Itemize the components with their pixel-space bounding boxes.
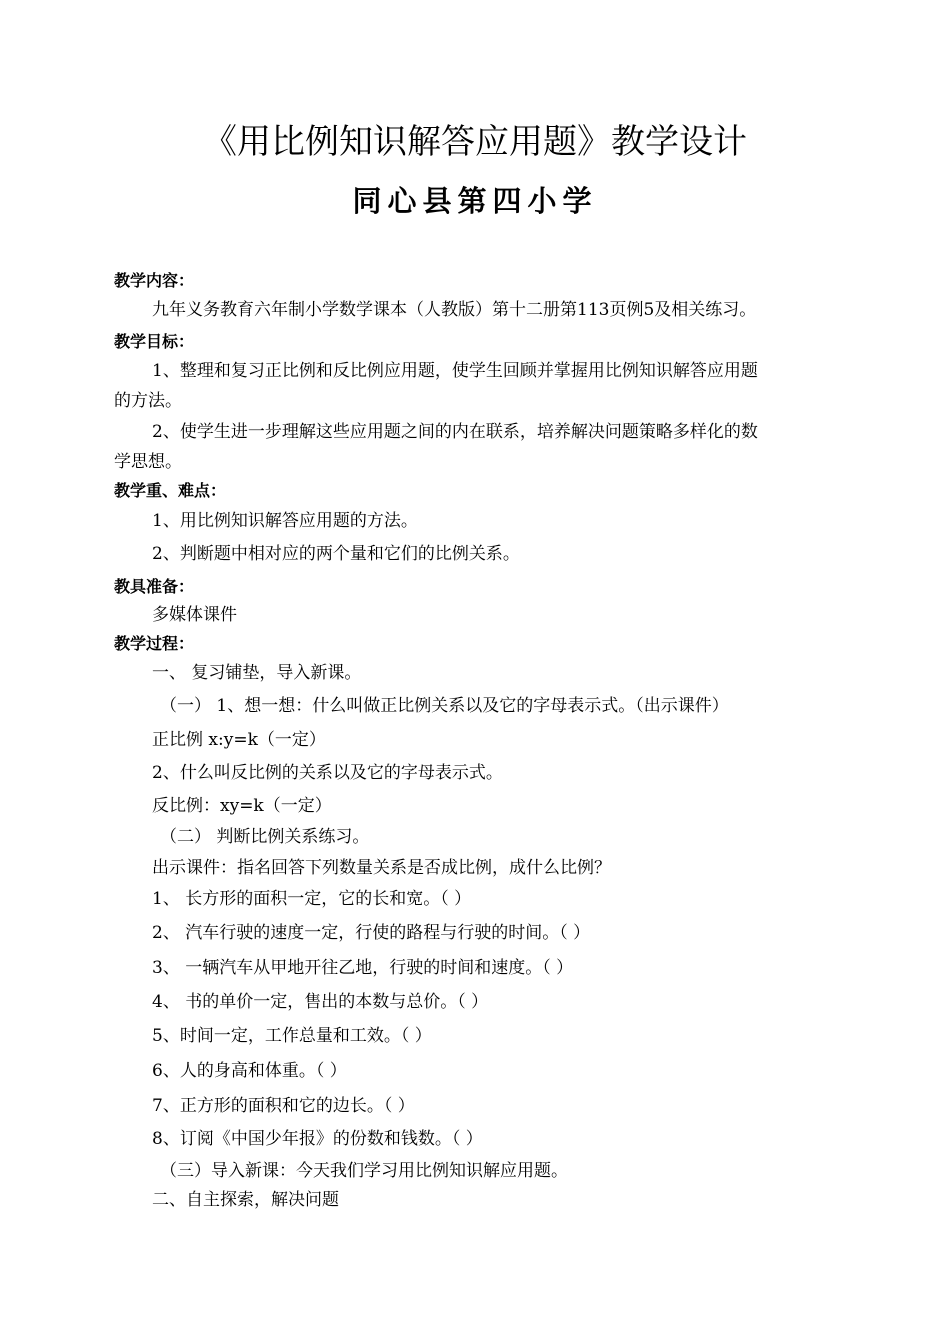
process-heading: 教学过程： — [114, 634, 195, 653]
keypoints-heading: 教学重、难点： — [114, 481, 227, 500]
exercise-item: 3、 一辆汽车从甲地开往乙地，行驶的时间和速度。（ ） — [152, 958, 574, 978]
exercise-item: 1、 长方形的面积一定，它的长和宽。（ ） — [152, 889, 472, 909]
school-name: 同心县第四小学 — [352, 184, 598, 218]
review-subsection-3: （三）导入新课：今天我们学习用比例知识解应用题。 — [160, 1161, 568, 1181]
exercise-item: 4、 书的单价一定，售出的本数与总价。（ ） — [152, 992, 489, 1012]
question-2: 2、什么叫反比例的关系以及它的字母表示式。 — [152, 763, 503, 783]
goals-heading: 教学目标： — [114, 332, 195, 351]
step-1-title: 一、 复习铺垫，导入新课。 — [152, 663, 362, 683]
exercise-item: 7、正方形的面积和它的边长。（ ） — [152, 1096, 415, 1116]
exercise-item: 8、订阅《中国少年报》的份数和钱数。（ ） — [152, 1129, 483, 1149]
exercise-item: 5、时间一定，工作总量和工效。（ ） — [152, 1026, 432, 1046]
exercise-item: 6、人的身高和体重。（ ） — [152, 1061, 347, 1081]
goal-2-line-2: 学思想。 — [114, 452, 182, 472]
content-heading: 教学内容： — [114, 271, 195, 290]
goal-1-line-1: 1、整理和复习正比例和反比例应用题，使学生回顾并掌握用比例知识解答应用题 — [152, 361, 758, 381]
step-2-title: 二、自主探索，解决问题 — [152, 1190, 339, 1210]
review-subsection-2: （二） 判断比例关系练习。 — [160, 827, 370, 847]
review-subsection-1: （一） 1、想一想：什么叫做正比例关系以及它的字母表示式。（出示课件） — [160, 696, 729, 716]
keypoint-1: 1、用比例知识解答应用题的方法。 — [152, 511, 418, 531]
tools-heading: 教具准备： — [114, 577, 195, 596]
exercise-intro: 出示课件：指名回答下列数量关系是否成比例，成什么比例？ — [152, 858, 611, 878]
content-text: 九年义务教育六年制小学数学课本（人教版）第十二册第113页例5及相关练习。 — [152, 300, 757, 320]
inverse-proportion-formula: 反比例：xy=k（一定） — [152, 796, 332, 816]
tools-text: 多媒体课件 — [152, 605, 237, 625]
direct-proportion-formula: 正比例 x:y=k（一定） — [152, 730, 326, 750]
goal-2-line-1: 2、使学生进一步理解这些应用题之间的内在联系，培养解决问题策略多样化的数 — [152, 422, 758, 442]
document-title: 《用比例知识解答应用题》教学设计 — [203, 122, 747, 162]
exercise-item: 2、 汽车行驶的速度一定，行使的路程与行驶的时间。（ ） — [152, 923, 591, 943]
goal-1-line-2: 的方法。 — [114, 391, 182, 411]
keypoint-2: 2、判断题中相对应的两个量和它们的比例关系。 — [152, 544, 520, 564]
